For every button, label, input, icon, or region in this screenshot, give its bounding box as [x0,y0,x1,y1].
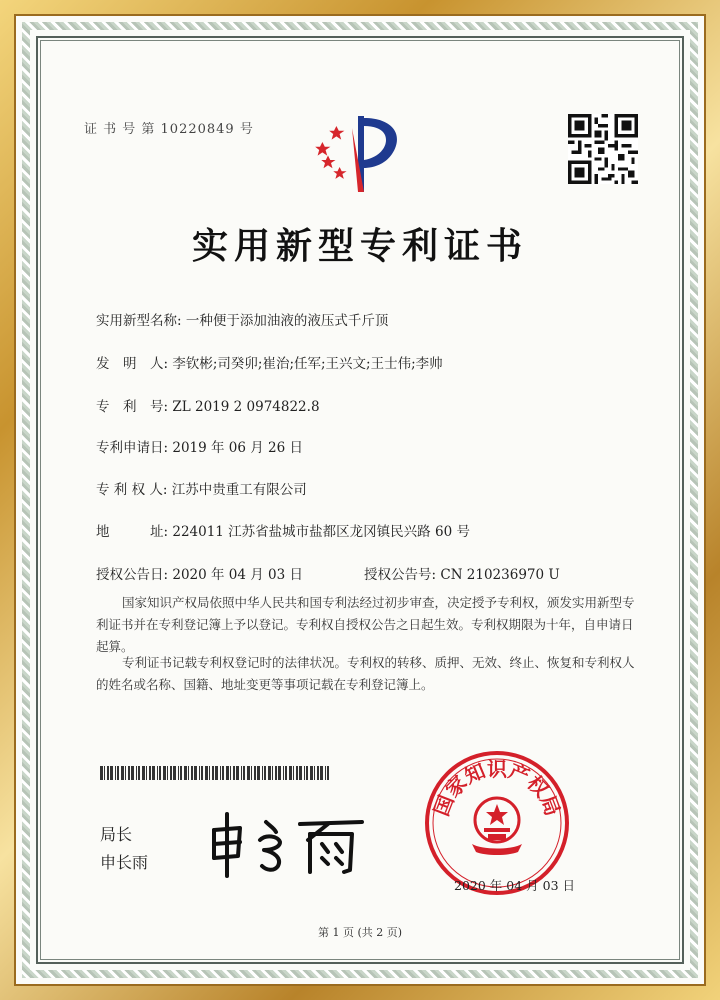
director-name: 申长雨 [100,853,149,872]
seal-text: 国家知识产权局 [429,756,565,820]
page-number: 第 1 页 (共 2 页) [317,926,403,939]
address-value: 224011 江苏省盐城市盐都区龙冈镇民兴路 60 号 [172,524,470,540]
patentee-value: 江苏中贵重工有限公司 [171,482,307,498]
filing-date-value: 2019 年 06 月 26 日 [172,440,304,456]
utility-model-name-row [96,309,388,329]
qr-code-icon [568,114,638,184]
patent-number-value: ZL 2019 2 0974822.8 [172,399,320,415]
filing-date-label: 专利申请日: [96,440,169,456]
seal-date: 2020 年 04 月 03 日 [454,878,575,893]
legal-paragraph-1: 国家知识产权局依照中华人民共和国专利法经过初步审查，决定授予专利权，颁发实用新型专利证书并在专利登记簿上予以登记。专利权自授权公告之日起生效。专利权期限为十年，自申请日起算。 [96,595,635,654]
grant-number-row [364,563,560,583]
grant-date-label: 授权公告日: [96,567,169,583]
address-row [96,520,470,540]
handwritten-signature [200,800,370,880]
utility-model-name-label: 实用新型名称: [96,313,182,329]
barcode-icon [100,766,330,780]
director-title: 局长 [100,825,133,844]
grant-number-value: CN 210236970 U [440,567,560,583]
certificate-title: 实用新型专利证书 [191,225,528,267]
inventor-row [96,352,443,372]
legal-paragraph-2: 专利证书记载专利权登记时的法律状况。专利权的转移、质押、无效、终止、恢复和专利权人的姓名或名称、国籍、地址变更等事项记载在专利登记簿上。 [96,655,635,692]
grant-date-value: 2020 年 04 月 03 日 [172,567,304,583]
grant-date-row [96,563,303,583]
address-label: 地 址: [96,524,169,540]
patentee-label: 专 利 权 人: [96,482,168,498]
inventor-label: 发 明 人: [96,356,169,372]
patent-number-row [96,395,320,415]
patentee-row [96,478,307,498]
patent-number-label: 专 利 号: [96,399,169,415]
utility-model-name-value: 一种便于添加油液的液压式千斤顶 [185,313,389,329]
certificate-number: 证 书 号 第 10220849 号 [84,122,254,137]
grant-number-label: 授权公告号: [364,567,437,583]
filing-date-row [96,436,303,456]
inventor-value: 李钦彬;司癸卯;崔治;任军;王兴文;王士伟;李帅 [172,356,443,372]
patent-office-logo-icon [312,108,408,198]
